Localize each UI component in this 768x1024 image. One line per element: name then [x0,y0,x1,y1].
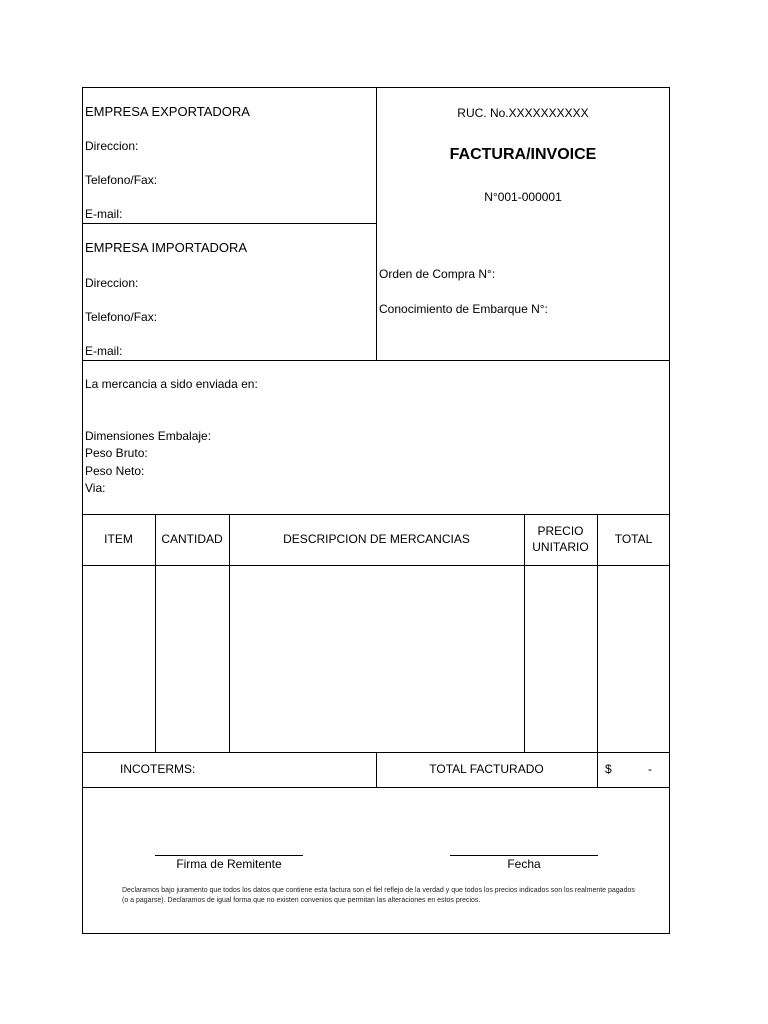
total-invoiced-label: TOTAL FACTURADO [429,762,544,776]
gross-weight-label: Peso Bruto: [85,446,148,460]
date-signature-line [450,855,598,856]
ruc-number: RUC. No.XXXXXXXXXX [457,106,589,120]
totals-divider-2 [597,752,598,787]
invoice-number: N°001-000001 [484,190,562,204]
header-item: ITEM [104,532,133,546]
header-unit-price-line2: UNITARIO [532,540,589,554]
header-bottom-divider [82,360,670,361]
exporter-phone-label: Telefono/Fax: [85,173,158,187]
table-header-divider [82,565,670,566]
importer-title: EMPRESA IMPORTADORA [85,240,248,255]
shipment-bottom-divider [82,514,670,515]
dimensions-label: Dimensiones Embalaje: [85,429,212,443]
header-total: TOTAL [614,532,653,546]
col-divider-quantity [229,514,230,752]
col-divider-item [155,514,156,752]
sender-signature-line [155,855,303,856]
exporter-email-label: E-mail: [85,207,123,221]
invoice-title: FACTURA/INVOICE [449,146,597,163]
date-signature-label: Fecha [507,857,541,871]
exporter-importer-divider [82,223,376,224]
importer-address-label: Direccion: [85,276,139,290]
importer-email-label: E-mail: [85,344,123,358]
declaration-text: Declaramos bajo juramento que todos los datos que contiene esta factura son el fiel reflejo de la verdad y que todos los precios indicados son los realmente pagados (o a pagarse). Declaramos de igual forma que no existen convenios que permitan las alteraciones en estos precios. [122,887,635,904]
total-amount: - [648,762,652,776]
shipment-sent-label: La mercancia a sido enviada en: [85,377,258,391]
via-label: Via: [85,481,106,495]
header-vertical-divider [376,87,377,360]
incoterms-label: INCOTERMS: [120,762,196,776]
bill-of-lading-label: Conocimiento de Embarque N°: [379,302,548,316]
net-weight-label: Peso Neto: [85,464,145,478]
exporter-title: EMPRESA EXPORTADORA [85,104,250,119]
purchase-order-label: Orden de Compra N°: [379,267,496,281]
sender-signature-label: Firma de Remitente [176,857,282,871]
header-quantity: CANTIDAD [161,532,223,546]
currency-symbol: $ [605,762,612,776]
header-description: DESCRIPCION DE MERCANCIAS [283,532,470,546]
header-unit-price-line1: PRECIO [537,524,584,538]
col-divider-unit-price [597,514,598,752]
totals-bottom-divider [82,787,670,788]
importer-phone-label: Telefono/Fax: [85,310,158,324]
exporter-address-label: Direccion: [85,139,139,153]
